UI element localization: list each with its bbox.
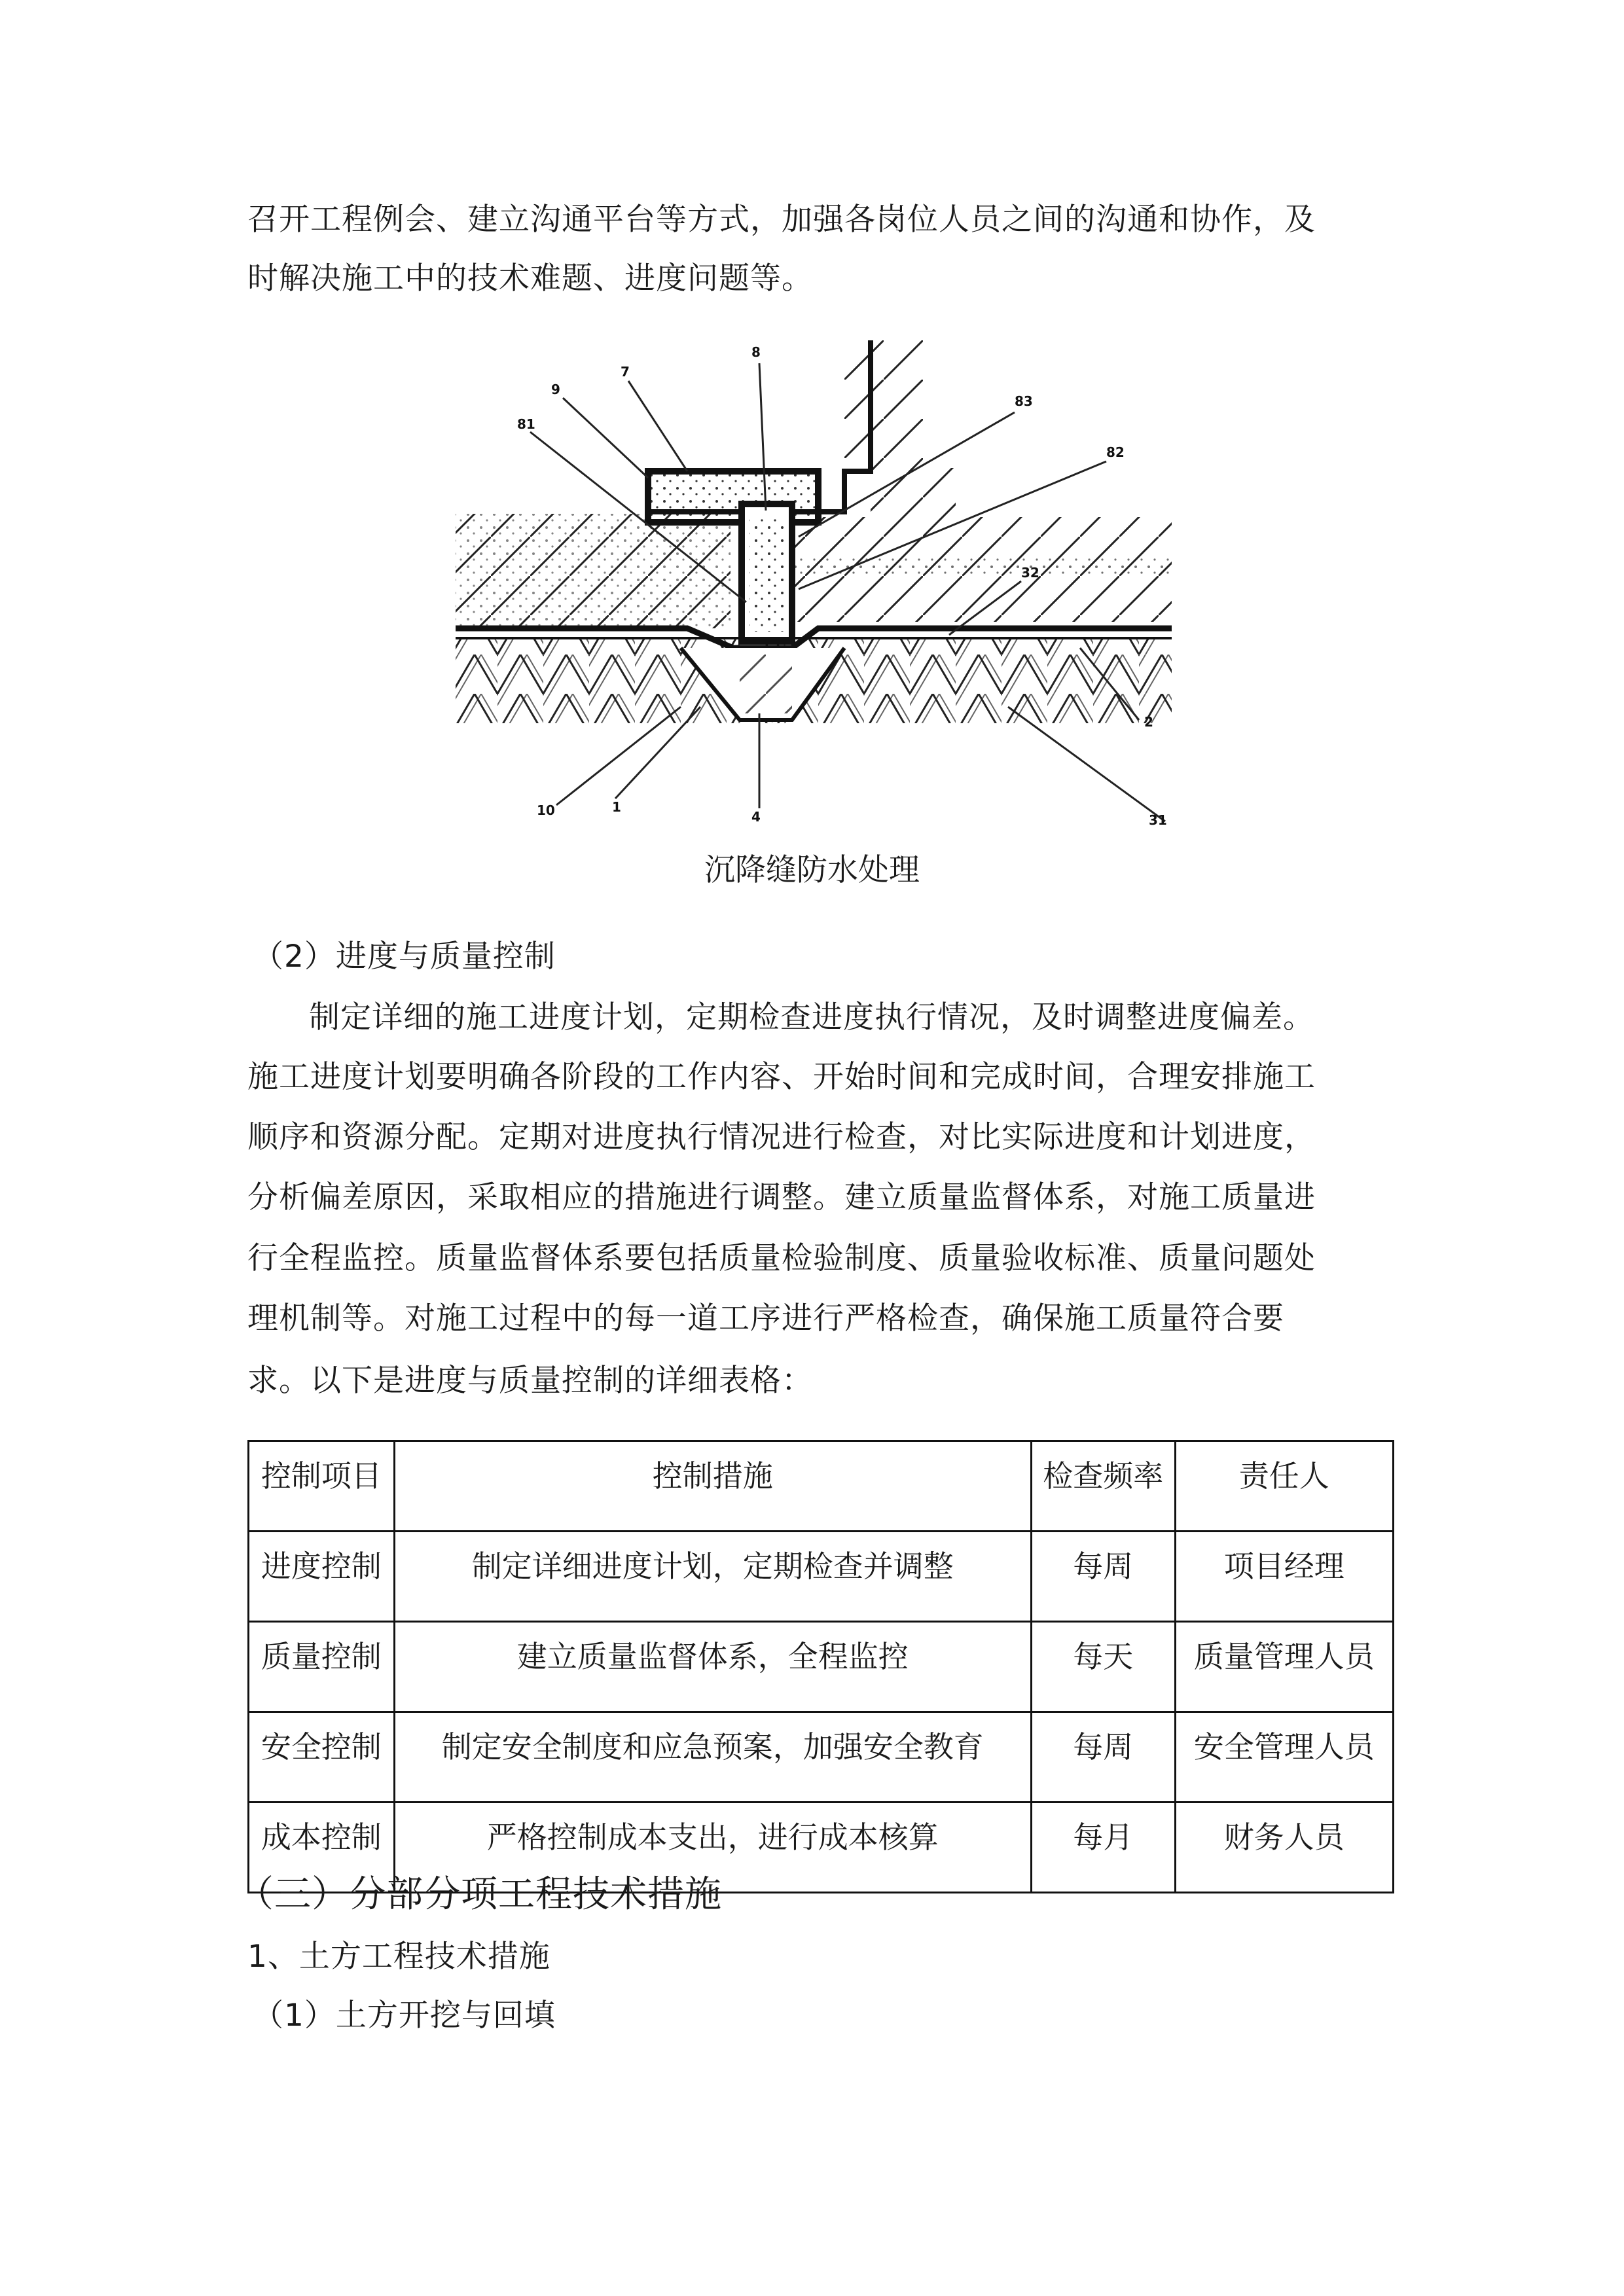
label-8: 8 xyxy=(751,344,761,360)
table-cell: 建立质量监督体系，全程监控 xyxy=(394,1622,1031,1712)
table-cell: 安全管理人员 xyxy=(1175,1712,1393,1803)
table-cell: 质量控制 xyxy=(249,1622,395,1712)
paragraph-line-6: 理机制等。对施工过程中的每一道工序进行严格检查，确保施工质量符合要 xyxy=(247,1300,1284,1336)
right-concrete-slab xyxy=(792,340,1172,622)
table-cell: 每周 xyxy=(1031,1532,1175,1622)
section-3-heading: （三）分部分项工程技术措施 xyxy=(237,1873,722,1916)
label-31: 31 xyxy=(1149,812,1167,828)
table-cell: 进度控制 xyxy=(249,1532,395,1622)
table-cell: 制定安全制度和应急预案，加强安全教育 xyxy=(394,1712,1031,1803)
table-header: 检查频率 xyxy=(1031,1441,1175,1532)
subsection-earthwork: 1、土方工程技术措施 xyxy=(247,1939,550,1975)
table-cell: 成本控制 xyxy=(249,1803,395,1893)
table-row xyxy=(249,1622,1394,1712)
subsection-excavation: （1）土方开挖与回填 xyxy=(253,1998,556,2034)
paragraph-line-2: 施工进度计划要明确各阶段的工作内容、开始时间和完成时间，合理安排施工 xyxy=(247,1059,1316,1095)
control-table xyxy=(247,1440,1394,1893)
table-cell: 安全控制 xyxy=(249,1712,395,1803)
label-81: 81 xyxy=(517,416,535,432)
paragraph-line-1: 制定详细的施工进度计划，定期检查进度执行情况，及时调整进度偏差。 xyxy=(309,999,1314,1035)
table-cell: 严格控制成本支出，进行成本核算 xyxy=(394,1803,1031,1893)
paragraph-line-7: 求。以下是进度与质量控制的详细表格： xyxy=(247,1363,813,1399)
label-82: 82 xyxy=(1106,444,1125,460)
table-cell: 每月 xyxy=(1031,1803,1175,1893)
label-2: 2 xyxy=(1144,714,1153,730)
paragraph-line-5: 行全程监控。质量监督体系要包括质量检验制度、质量验收标准、质量问题处 xyxy=(247,1240,1316,1276)
label-1: 1 xyxy=(612,799,621,815)
table-cell: 每周 xyxy=(1031,1712,1175,1803)
table-cell: 每天 xyxy=(1031,1622,1175,1712)
table-header: 控制措施 xyxy=(394,1441,1031,1532)
table-cell: 制定详细进度计划，定期检查并调整 xyxy=(394,1532,1031,1622)
table-cell: 项目经理 xyxy=(1175,1532,1393,1622)
intro-line-1: 召开工程例会、建立沟通平台等方式，加强各岗位人员之间的沟通和协作，及 xyxy=(247,202,1316,238)
label-4: 4 xyxy=(751,809,761,825)
table-row xyxy=(249,1712,1394,1803)
label-32: 32 xyxy=(1021,565,1039,581)
label-83: 83 xyxy=(1015,393,1033,409)
label-7: 7 xyxy=(621,364,630,380)
intro-line-2: 时解决施工中的技术难题、进度问题等。 xyxy=(247,260,813,296)
label-9: 9 xyxy=(551,382,560,397)
figure-caption: 沉降缝防水处理 xyxy=(704,852,920,888)
table-cell: 财务人员 xyxy=(1175,1803,1393,1893)
table-header: 责任人 xyxy=(1175,1441,1393,1532)
table-row xyxy=(249,1532,1394,1622)
left-concrete-slab xyxy=(456,514,731,628)
table-cell: 质量管理人员 xyxy=(1175,1622,1393,1712)
paragraph-line-4: 分析偏差原因，采取相应的措施进行调整。建立质量监督体系，对施工质量进 xyxy=(247,1179,1316,1215)
settlement-joint-drawing xyxy=(452,340,1178,831)
paragraph-line-3: 顺序和资源分配。定期对进度执行情况进行检查，对比实际进度和计划进度， xyxy=(247,1119,1316,1155)
table-header: 控制项目 xyxy=(249,1441,395,1532)
section-2-heading: （2）进度与质量控制 xyxy=(253,939,556,975)
joint-filler-pattern xyxy=(749,517,784,632)
label-10: 10 xyxy=(537,802,555,818)
table-header-row xyxy=(249,1441,1394,1532)
